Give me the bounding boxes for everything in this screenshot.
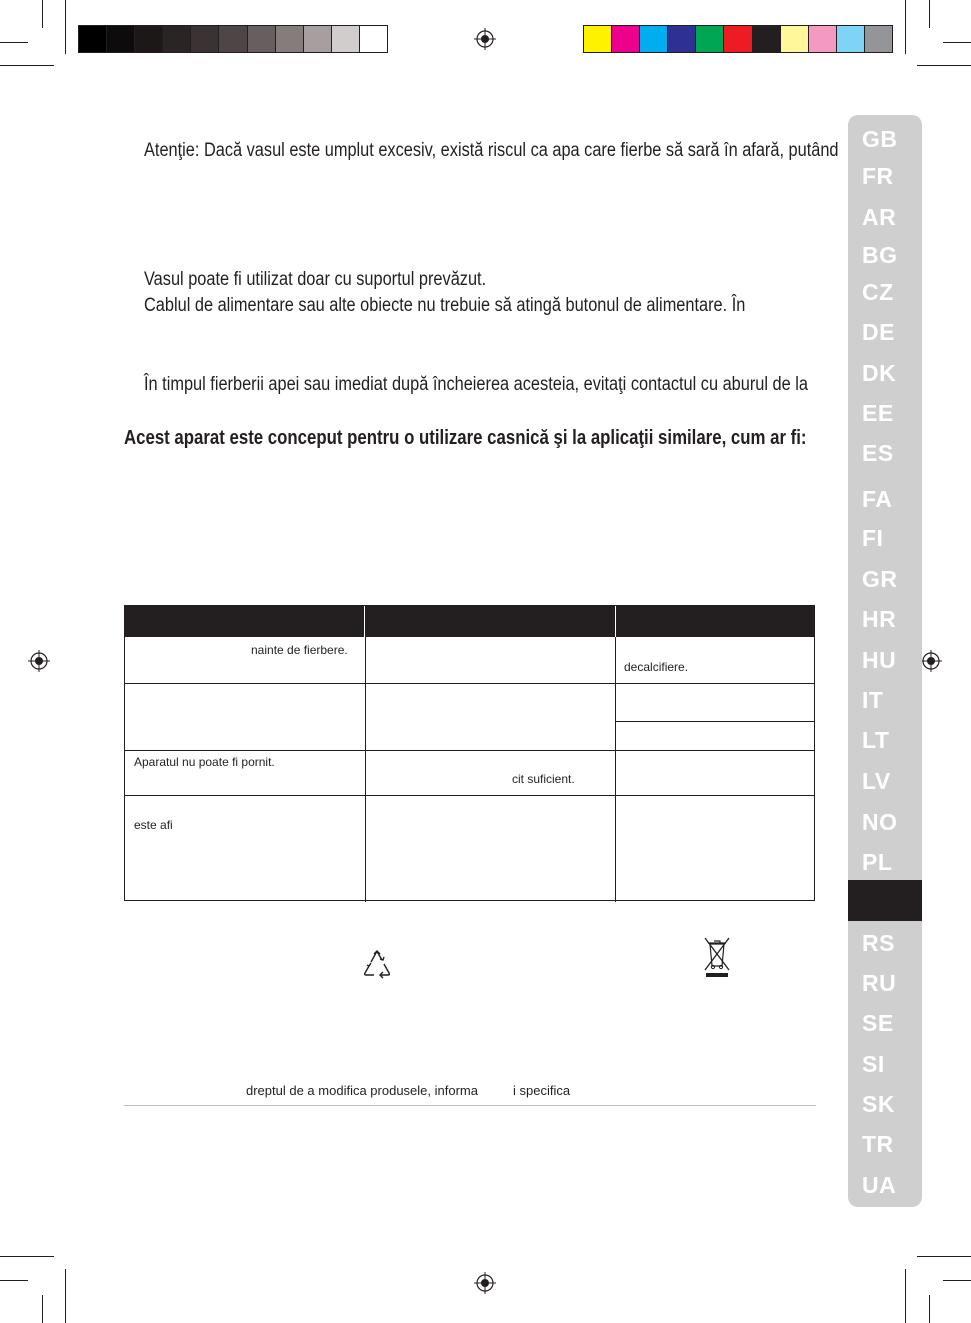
table-cell: Aparatul nu poate fi pornit. [134, 755, 275, 769]
color-swatch [753, 26, 781, 52]
language-tab-tr[interactable]: TR [862, 1131, 894, 1157]
language-tab-sk[interactable]: SK [862, 1091, 895, 1117]
color-swatch [135, 26, 163, 52]
crop-mark [943, 1280, 971, 1281]
language-sidebar [848, 115, 922, 1207]
footer-note-text: dreptul de a modifica produsele, informa [246, 1083, 478, 1098]
language-tab-es[interactable]: ES [862, 440, 894, 466]
language-tab-si[interactable]: SI [862, 1051, 885, 1077]
language-tab-fi[interactable]: FI [862, 525, 884, 551]
color-swatch [191, 26, 219, 52]
color-swatch [612, 26, 640, 52]
language-tab-cz[interactable]: CZ [862, 279, 894, 305]
language-tab-bg[interactable]: BG [862, 242, 898, 268]
row-divider [125, 683, 814, 684]
column-divider [615, 637, 616, 902]
crop-mark [0, 1280, 28, 1281]
language-tab-lt[interactable]: LT [862, 727, 890, 753]
color-swatch [248, 26, 276, 52]
registration-mark-icon [474, 1272, 496, 1294]
crop-mark [65, 1269, 66, 1323]
language-tab-dk[interactable]: DK [862, 360, 897, 386]
language-tab-ee[interactable]: EE [862, 400, 894, 426]
color-swatch [219, 26, 247, 52]
language-tab-fa[interactable]: FA [862, 486, 893, 512]
power-cord-text: Cablul de alimentare sau alte obiecte nu trebuie să atingă butonul de alimentare. În [144, 295, 746, 316]
color-swatch [809, 26, 837, 52]
color-swatch [781, 26, 809, 52]
crop-mark [917, 65, 971, 66]
color-swatch [696, 26, 724, 52]
crop-mark [65, 0, 66, 54]
language-tab-ru[interactable]: RU [862, 970, 897, 996]
crop-mark [905, 1269, 906, 1323]
troubleshooting-table [124, 605, 815, 901]
crop-mark [0, 42, 28, 43]
color-swatch [163, 26, 191, 52]
table-cell: decalcifiere. [624, 660, 689, 674]
color-swatch [107, 26, 135, 52]
language-tab-gr[interactable]: GR [862, 566, 898, 592]
color-swatch [837, 26, 865, 52]
color-swatch [640, 26, 668, 52]
registration-mark-icon [920, 650, 942, 672]
row-divider [125, 795, 814, 796]
grayscale-bar [78, 25, 388, 53]
color-swatch [668, 26, 696, 52]
language-tab-no[interactable]: NO [862, 809, 898, 835]
crop-mark [42, 0, 43, 28]
table-cell: nainte de fierbere. [251, 643, 348, 657]
language-tab-fr[interactable]: FR [862, 163, 894, 189]
language-tab-hr[interactable]: HR [862, 606, 897, 632]
language-tab-de[interactable]: DE [862, 319, 895, 345]
color-swatch [79, 26, 107, 52]
column-divider [615, 606, 616, 637]
crop-mark [943, 42, 971, 43]
row-divider [125, 750, 814, 751]
steam-warning-text: În timpul fierberii apei sau imediat după încheierea acesteia, evitaţi contactul cu aburul de la [144, 374, 808, 395]
warning-overfill-text: Atenţie: Dacă vasul este umplut excesiv, există riscul ca apa care fierbe să sară în afară, putând [144, 140, 839, 161]
crop-mark [929, 1295, 930, 1323]
color-swatch [865, 26, 892, 52]
crop-mark [42, 1295, 43, 1323]
column-divider [365, 637, 366, 902]
table-cell: cit suficient. [512, 772, 575, 786]
footer-divider [124, 1105, 816, 1106]
table-header [125, 606, 814, 637]
section-heading: Acest aparat este conceput pentru o utilizare casnică şi la aplicaţii similare, cum ar fi: [124, 427, 807, 449]
base-usage-text: Vasul poate fi utilizat doar cu suportul prevăzut. [144, 269, 487, 290]
crop-mark [0, 65, 54, 66]
color-swatch [584, 26, 612, 52]
table-cell: este afi [134, 818, 173, 832]
color-swatch [332, 26, 360, 52]
crop-mark [905, 0, 906, 54]
registration-mark-icon [28, 650, 50, 672]
language-tab-pl[interactable]: PL [862, 849, 893, 875]
row-divider [615, 721, 814, 722]
color-swatch [360, 26, 387, 52]
language-tab-hu[interactable]: HU [862, 647, 897, 673]
crop-mark [917, 1256, 971, 1257]
color-swatch [724, 26, 752, 52]
language-tab-gb[interactable]: GB [862, 126, 898, 152]
language-tab-rs[interactable]: RS [862, 930, 895, 956]
language-tab-it[interactable]: IT [862, 687, 884, 713]
registration-mark-icon [474, 28, 496, 50]
language-tab-ua[interactable]: UA [862, 1172, 897, 1198]
footer-note-text: i specifica [513, 1083, 571, 1098]
crop-mark [929, 0, 930, 28]
language-tab-ar[interactable]: AR [862, 204, 897, 230]
color-swatch [276, 26, 304, 52]
color-swatch [304, 26, 332, 52]
weee-bin-icon [703, 936, 731, 978]
process-color-bar [583, 25, 893, 53]
language-tab-lv[interactable]: LV [862, 768, 891, 794]
language-tab-active[interactable] [848, 880, 922, 921]
column-divider [364, 606, 365, 637]
recycle-icon [362, 950, 392, 980]
language-tab-se[interactable]: SE [862, 1010, 894, 1036]
crop-mark [0, 1256, 54, 1257]
